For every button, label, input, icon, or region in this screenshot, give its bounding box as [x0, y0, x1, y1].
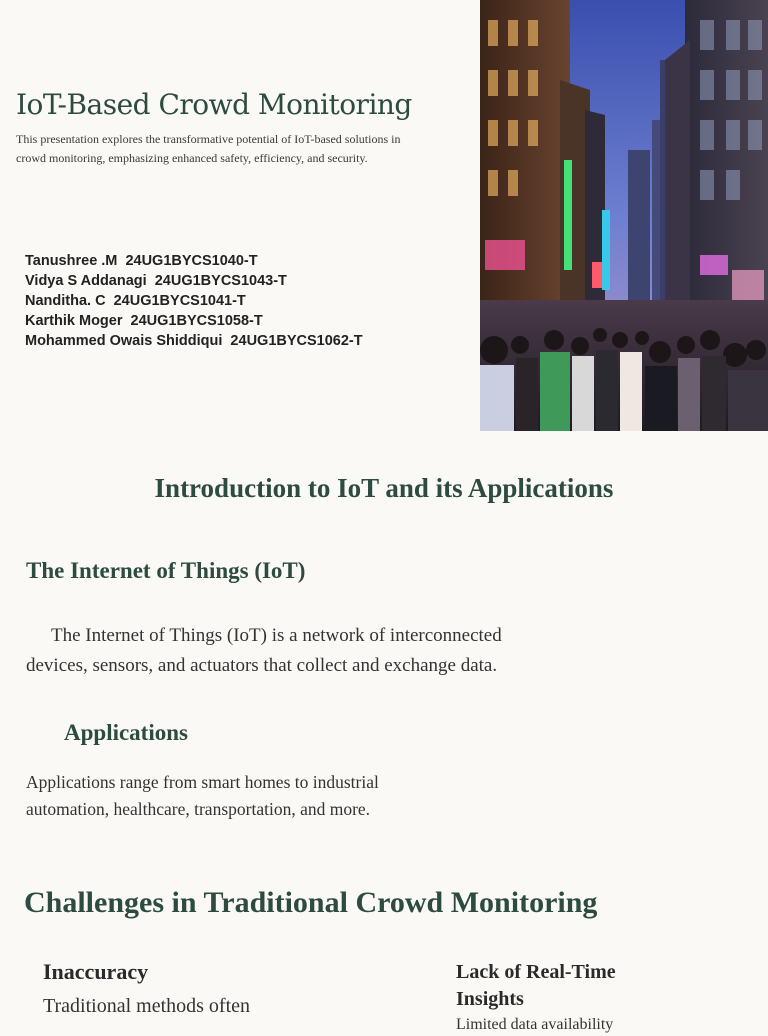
real-time-insights-description: Limited data availability: [456, 1016, 614, 1033]
iot-description: The Internet of Things (IoT) is a network of interconnected devices, sensors, and actuators that collect and exchange data.: [26, 625, 502, 676]
introduction-slide: [0, 431, 768, 854]
presentation-subtitle: This presentation explores the transformative potential of IoT-based solutions in crowd monitoring, emphasizing enhanced safety, efficiency, and security.: [16, 132, 401, 165]
challenges-slide-title: Challenges in Traditional Crowd Monitoring: [24, 886, 598, 919]
author-item: Tanushree .M 24UG1BYCS1040-T: [25, 253, 258, 269]
applications-heading: Applications: [64, 720, 188, 745]
challenges-slide: [0, 854, 768, 1033]
intro-slide-title: Introduction to IoT and its Applications: [154, 473, 614, 503]
author-item: Mohammed Owais Shiddiqui 24UG1BYCS1062-T: [25, 333, 363, 349]
crowded-city-street-image: [480, 0, 768, 431]
inaccuracy-heading: Inaccuracy: [43, 959, 149, 984]
real-time-insights-heading: Lack of Real-Time Insights: [456, 961, 616, 1010]
presentation-title: IoT-Based Crowd Monitoring: [16, 88, 412, 121]
inaccuracy-description: Traditional methods often: [43, 995, 251, 1017]
author-item: Nanditha. C 24UG1BYCS1041-T: [25, 293, 246, 309]
title-slide: [0, 0, 768, 431]
author-item: Karthik Moger 24UG1BYCS1058-T: [25, 313, 263, 329]
iot-heading: The Internet of Things (IoT): [26, 558, 306, 583]
author-list: [25, 251, 363, 351]
applications-description: Applications range from smart homes to industrial automation, healthcare, transportation, and more.: [26, 772, 379, 819]
author-item: Vidya S Addanagi 24UG1BYCS1043-T: [25, 273, 287, 289]
